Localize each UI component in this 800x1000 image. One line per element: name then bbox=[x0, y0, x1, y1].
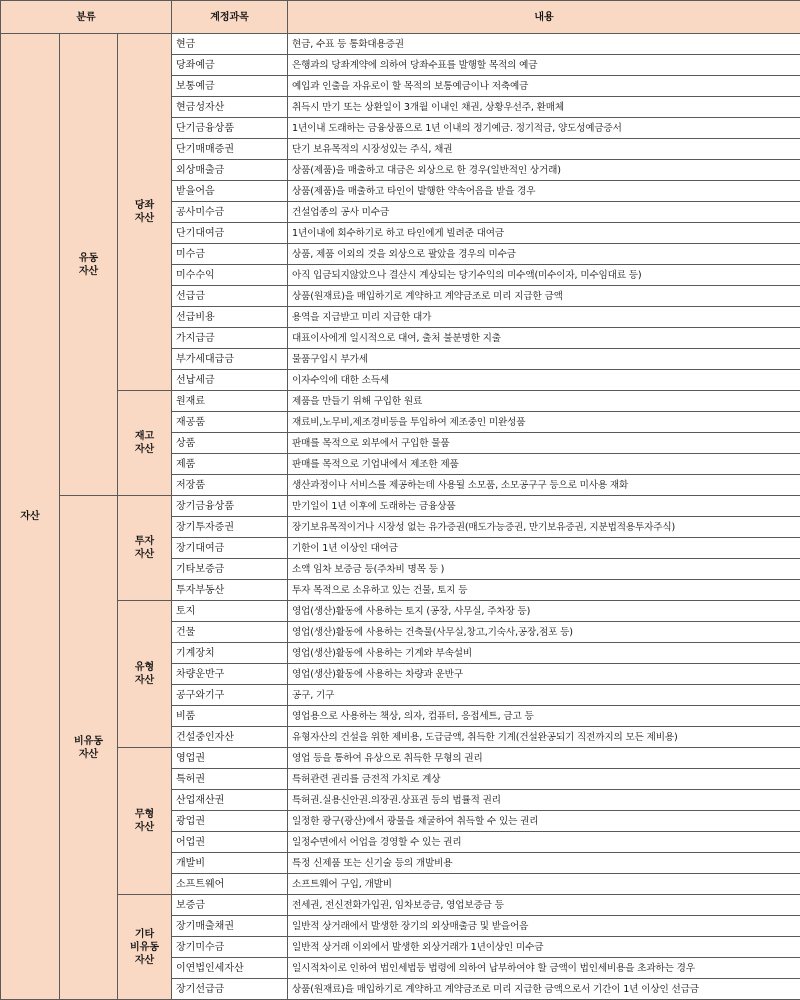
description-cell: 이자수익에 대한 소득세 bbox=[288, 370, 800, 391]
description-cell: 유형자산의 건설을 위한 제비용, 도급금액, 취득한 기계(건설완공되기 직전까지의 모든 제비용) bbox=[288, 727, 800, 748]
account-name-cell: 보통예금 bbox=[172, 76, 288, 97]
header-row bbox=[1, 1, 800, 34]
description-cell: 건설업종의 공사 미수금 bbox=[288, 202, 800, 223]
description-cell: 영업(생산)활동에 사용하는 기계와 부속설비 bbox=[288, 643, 800, 664]
description-cell: 현금, 수표 등 통화대용증권 bbox=[288, 34, 800, 55]
description-cell: 영업용으로 사용하는 책상, 의자, 컴퓨터, 응접세트, 금고 등 bbox=[288, 706, 800, 727]
category-noncurrent-assets: 비유동 자산 bbox=[60, 496, 118, 1000]
description-cell: 일정수면에서 어업을 경영할 수 있는 권리 bbox=[288, 832, 800, 853]
description-cell: 만기일이 1년 이후에 도래하는 금융상품 bbox=[288, 496, 800, 517]
account-name-cell: 선급비용 bbox=[172, 307, 288, 328]
description-cell: 은행과의 당좌계약에 의하여 당좌수표를 발행할 목적의 예금 bbox=[288, 55, 800, 76]
description-cell: 영업(생산)활동에 사용하는 차량과 운반구 bbox=[288, 664, 800, 685]
description-cell: 대표이사에게 일시적으로 대여, 출처 불분명한 지출 bbox=[288, 328, 800, 349]
table-row bbox=[1, 496, 800, 517]
account-name-cell: 특허권 bbox=[172, 769, 288, 790]
category-other-noncurrent-assets: 기타 비유동 자산 bbox=[118, 895, 172, 1000]
description-cell: 예입과 인출을 자유로이 할 목적의 보통예금이나 저축예금 bbox=[288, 76, 800, 97]
account-name-cell: 개발비 bbox=[172, 853, 288, 874]
description-cell: 일정한 광구(광산)에서 광물을 채굴하여 취득할 수 있는 권리 bbox=[288, 811, 800, 832]
account-name-cell: 비품 bbox=[172, 706, 288, 727]
description-cell: 1년이내 도래하는 금융상품으로 1년 이내의 정기예금. 정기적금, 양도성예금증서 bbox=[288, 118, 800, 139]
description-cell: 용역을 지급받고 미리 지급한 대가 bbox=[288, 307, 800, 328]
category-current-assets: 유동 자산 bbox=[60, 34, 118, 496]
table-row bbox=[1, 601, 800, 622]
description-cell: 특허관련 권리를 금전적 가치로 계상 bbox=[288, 769, 800, 790]
account-name-cell: 기계장치 bbox=[172, 643, 288, 664]
account-name-cell: 부가세대급금 bbox=[172, 349, 288, 370]
description-cell: 물품구입시 부가세 bbox=[288, 349, 800, 370]
table-row bbox=[1, 391, 800, 412]
description-cell: 생산과정이나 서비스를 제공하는데 사용될 소모품, 소모공구구 등으로 미사용 재화 bbox=[288, 475, 800, 496]
description-cell: 장기보유목적이거나 시장성 없는 유가증권(매도가능증권, 만기보유증권, 지분법적용투자주식) bbox=[288, 517, 800, 538]
account-name-cell: 장기미수금 bbox=[172, 937, 288, 958]
description-cell: 단기 보유목적의 시장성있는 주식, 채권 bbox=[288, 139, 800, 160]
description-cell: 판매를 목적으로 기업내에서 제조한 제품 bbox=[288, 454, 800, 475]
description-cell: 영업 등을 통하여 유상으로 취득한 무형의 권리 bbox=[288, 748, 800, 769]
description-cell: 특정 신제품 또는 신기술 등의 개발비용 bbox=[288, 853, 800, 874]
description-cell: 영업(생산)활동에 사용하는 토지 (공장, 사무실, 주차장 등) bbox=[288, 601, 800, 622]
account-name-cell: 투자부동산 bbox=[172, 580, 288, 601]
description-cell: 아직 입금되지않았으나 결산시 계상되는 당기수익의 미수액(미수이자, 미수임대료 등) bbox=[288, 265, 800, 286]
account-name-cell: 단기매매증권 bbox=[172, 139, 288, 160]
account-name-cell: 공사미수금 bbox=[172, 202, 288, 223]
account-name-cell: 선급금 bbox=[172, 286, 288, 307]
category-investment-assets: 투자 자산 bbox=[118, 496, 172, 601]
category-quick-assets: 당좌 자산 bbox=[118, 34, 172, 391]
account-name-cell: 장기금융상품 bbox=[172, 496, 288, 517]
account-name-cell: 외상매출금 bbox=[172, 160, 288, 181]
account-name-cell: 받을어음 bbox=[172, 181, 288, 202]
account-name-cell: 토지 bbox=[172, 601, 288, 622]
description-cell: 일반적 상거래 이외에서 발생한 외상거래가 1년이상인 미수금 bbox=[288, 937, 800, 958]
account-name-cell: 어업권 bbox=[172, 832, 288, 853]
description-cell: 판매를 목적으로 외부에서 구입한 물품 bbox=[288, 433, 800, 454]
account-name-cell: 현금성자산 bbox=[172, 97, 288, 118]
header-account: 계정과목 bbox=[172, 1, 288, 34]
account-name-cell: 건설중인자산 bbox=[172, 727, 288, 748]
description-cell: 일반적 상거래에서 발생한 장기의 외상매출금 및 받을어음 bbox=[288, 916, 800, 937]
account-name-cell: 원재료 bbox=[172, 391, 288, 412]
description-cell: 상품, 제품 이외의 것을 외상으로 팔았을 경우의 미수금 bbox=[288, 244, 800, 265]
account-name-cell: 저장품 bbox=[172, 475, 288, 496]
account-name-cell: 건물 bbox=[172, 622, 288, 643]
account-name-cell: 현금 bbox=[172, 34, 288, 55]
description-cell: 상품(제품)을 매출하고 대금은 외상으로 한 경우(일반적인 상거래) bbox=[288, 160, 800, 181]
description-cell: 상품(원재료)을 매입하기로 계약하고 계약금조로 미리 지급한 금액 bbox=[288, 286, 800, 307]
table-row bbox=[1, 748, 800, 769]
account-name-cell: 기타보증금 bbox=[172, 559, 288, 580]
account-name-cell: 당좌예금 bbox=[172, 55, 288, 76]
category-intangible-assets: 무형 자산 bbox=[118, 748, 172, 895]
description-cell: 기한이 1년 이상인 대여금 bbox=[288, 538, 800, 559]
category-inventory-assets: 재고 자산 bbox=[118, 391, 172, 496]
account-name-cell: 영업권 bbox=[172, 748, 288, 769]
table-body bbox=[1, 34, 800, 1000]
account-name-cell: 장기선급금 bbox=[172, 979, 288, 1000]
description-cell: 상품(원재료)을 매입하기로 계약하고 계약금조로 미리 지급한 금액으로서 기간이 1년 이상인 선급금 bbox=[288, 979, 800, 1000]
account-name-cell: 미수수익 bbox=[172, 265, 288, 286]
account-name-cell: 미수금 bbox=[172, 244, 288, 265]
header-description: 내용 bbox=[288, 1, 800, 34]
account-name-cell: 제품 bbox=[172, 454, 288, 475]
category-assets: 자산 bbox=[1, 34, 60, 1000]
description-cell: 제품을 만들기 위해 구입한 원료 bbox=[288, 391, 800, 412]
description-cell: 특허권.실용신안권.의장권.상표권 등의 법률적 권리 bbox=[288, 790, 800, 811]
account-name-cell: 공구와기구 bbox=[172, 685, 288, 706]
account-name-cell: 장기대여금 bbox=[172, 538, 288, 559]
description-cell: 전세권, 전신전화가입권, 임차보증금, 영업보증금 등 bbox=[288, 895, 800, 916]
account-name-cell: 산업재산권 bbox=[172, 790, 288, 811]
account-name-cell: 차량운반구 bbox=[172, 664, 288, 685]
account-name-cell: 단기대여금 bbox=[172, 223, 288, 244]
category-tangible-assets: 유형 자산 bbox=[118, 601, 172, 748]
account-name-cell: 광업권 bbox=[172, 811, 288, 832]
description-cell: 영업(생산)활동에 사용하는 건축물(사무실,창고,기숙사,공장,점포 등) bbox=[288, 622, 800, 643]
description-cell: 취득시 만기 또는 상환일이 3개월 이내인 채권, 상황우선주, 환매체 bbox=[288, 97, 800, 118]
table-row bbox=[1, 34, 800, 55]
description-cell: 일시적차이로 인하여 법인세법등 법령에 의하여 납부하여야 할 금액이 법인세비용을 초과하는 경우 bbox=[288, 958, 800, 979]
description-cell: 공구, 기구 bbox=[288, 685, 800, 706]
description-cell: 소액 임차 보증금 등(주차비 명목 등 ) bbox=[288, 559, 800, 580]
description-cell: 상품(제품)을 매출하고 타인이 발행한 약속어음을 받을 경우 bbox=[288, 181, 800, 202]
account-name-cell: 소프트웨어 bbox=[172, 874, 288, 895]
header-category: 분류 bbox=[1, 1, 172, 34]
account-name-cell: 선납세금 bbox=[172, 370, 288, 391]
account-name-cell: 단기금융상품 bbox=[172, 118, 288, 139]
account-name-cell: 이연법인세자산 bbox=[172, 958, 288, 979]
account-name-cell: 가지급금 bbox=[172, 328, 288, 349]
description-cell: 재료비,노무비,제조경비등을 투입하여 제조중인 미완성품 bbox=[288, 412, 800, 433]
description-cell: 1년이내에 회수하기로 하고 타인에게 빌려준 대여금 bbox=[288, 223, 800, 244]
account-name-cell: 보증금 bbox=[172, 895, 288, 916]
account-name-cell: 재공품 bbox=[172, 412, 288, 433]
account-name-cell: 상품 bbox=[172, 433, 288, 454]
description-cell: 투자 목적으로 소유하고 있는 건물, 토지 등 bbox=[288, 580, 800, 601]
account-name-cell: 장기투자증권 bbox=[172, 517, 288, 538]
table-row bbox=[1, 895, 800, 916]
account-name-cell: 장기매출채권 bbox=[172, 916, 288, 937]
description-cell: 소프트웨어 구입, 개발비 bbox=[288, 874, 800, 895]
